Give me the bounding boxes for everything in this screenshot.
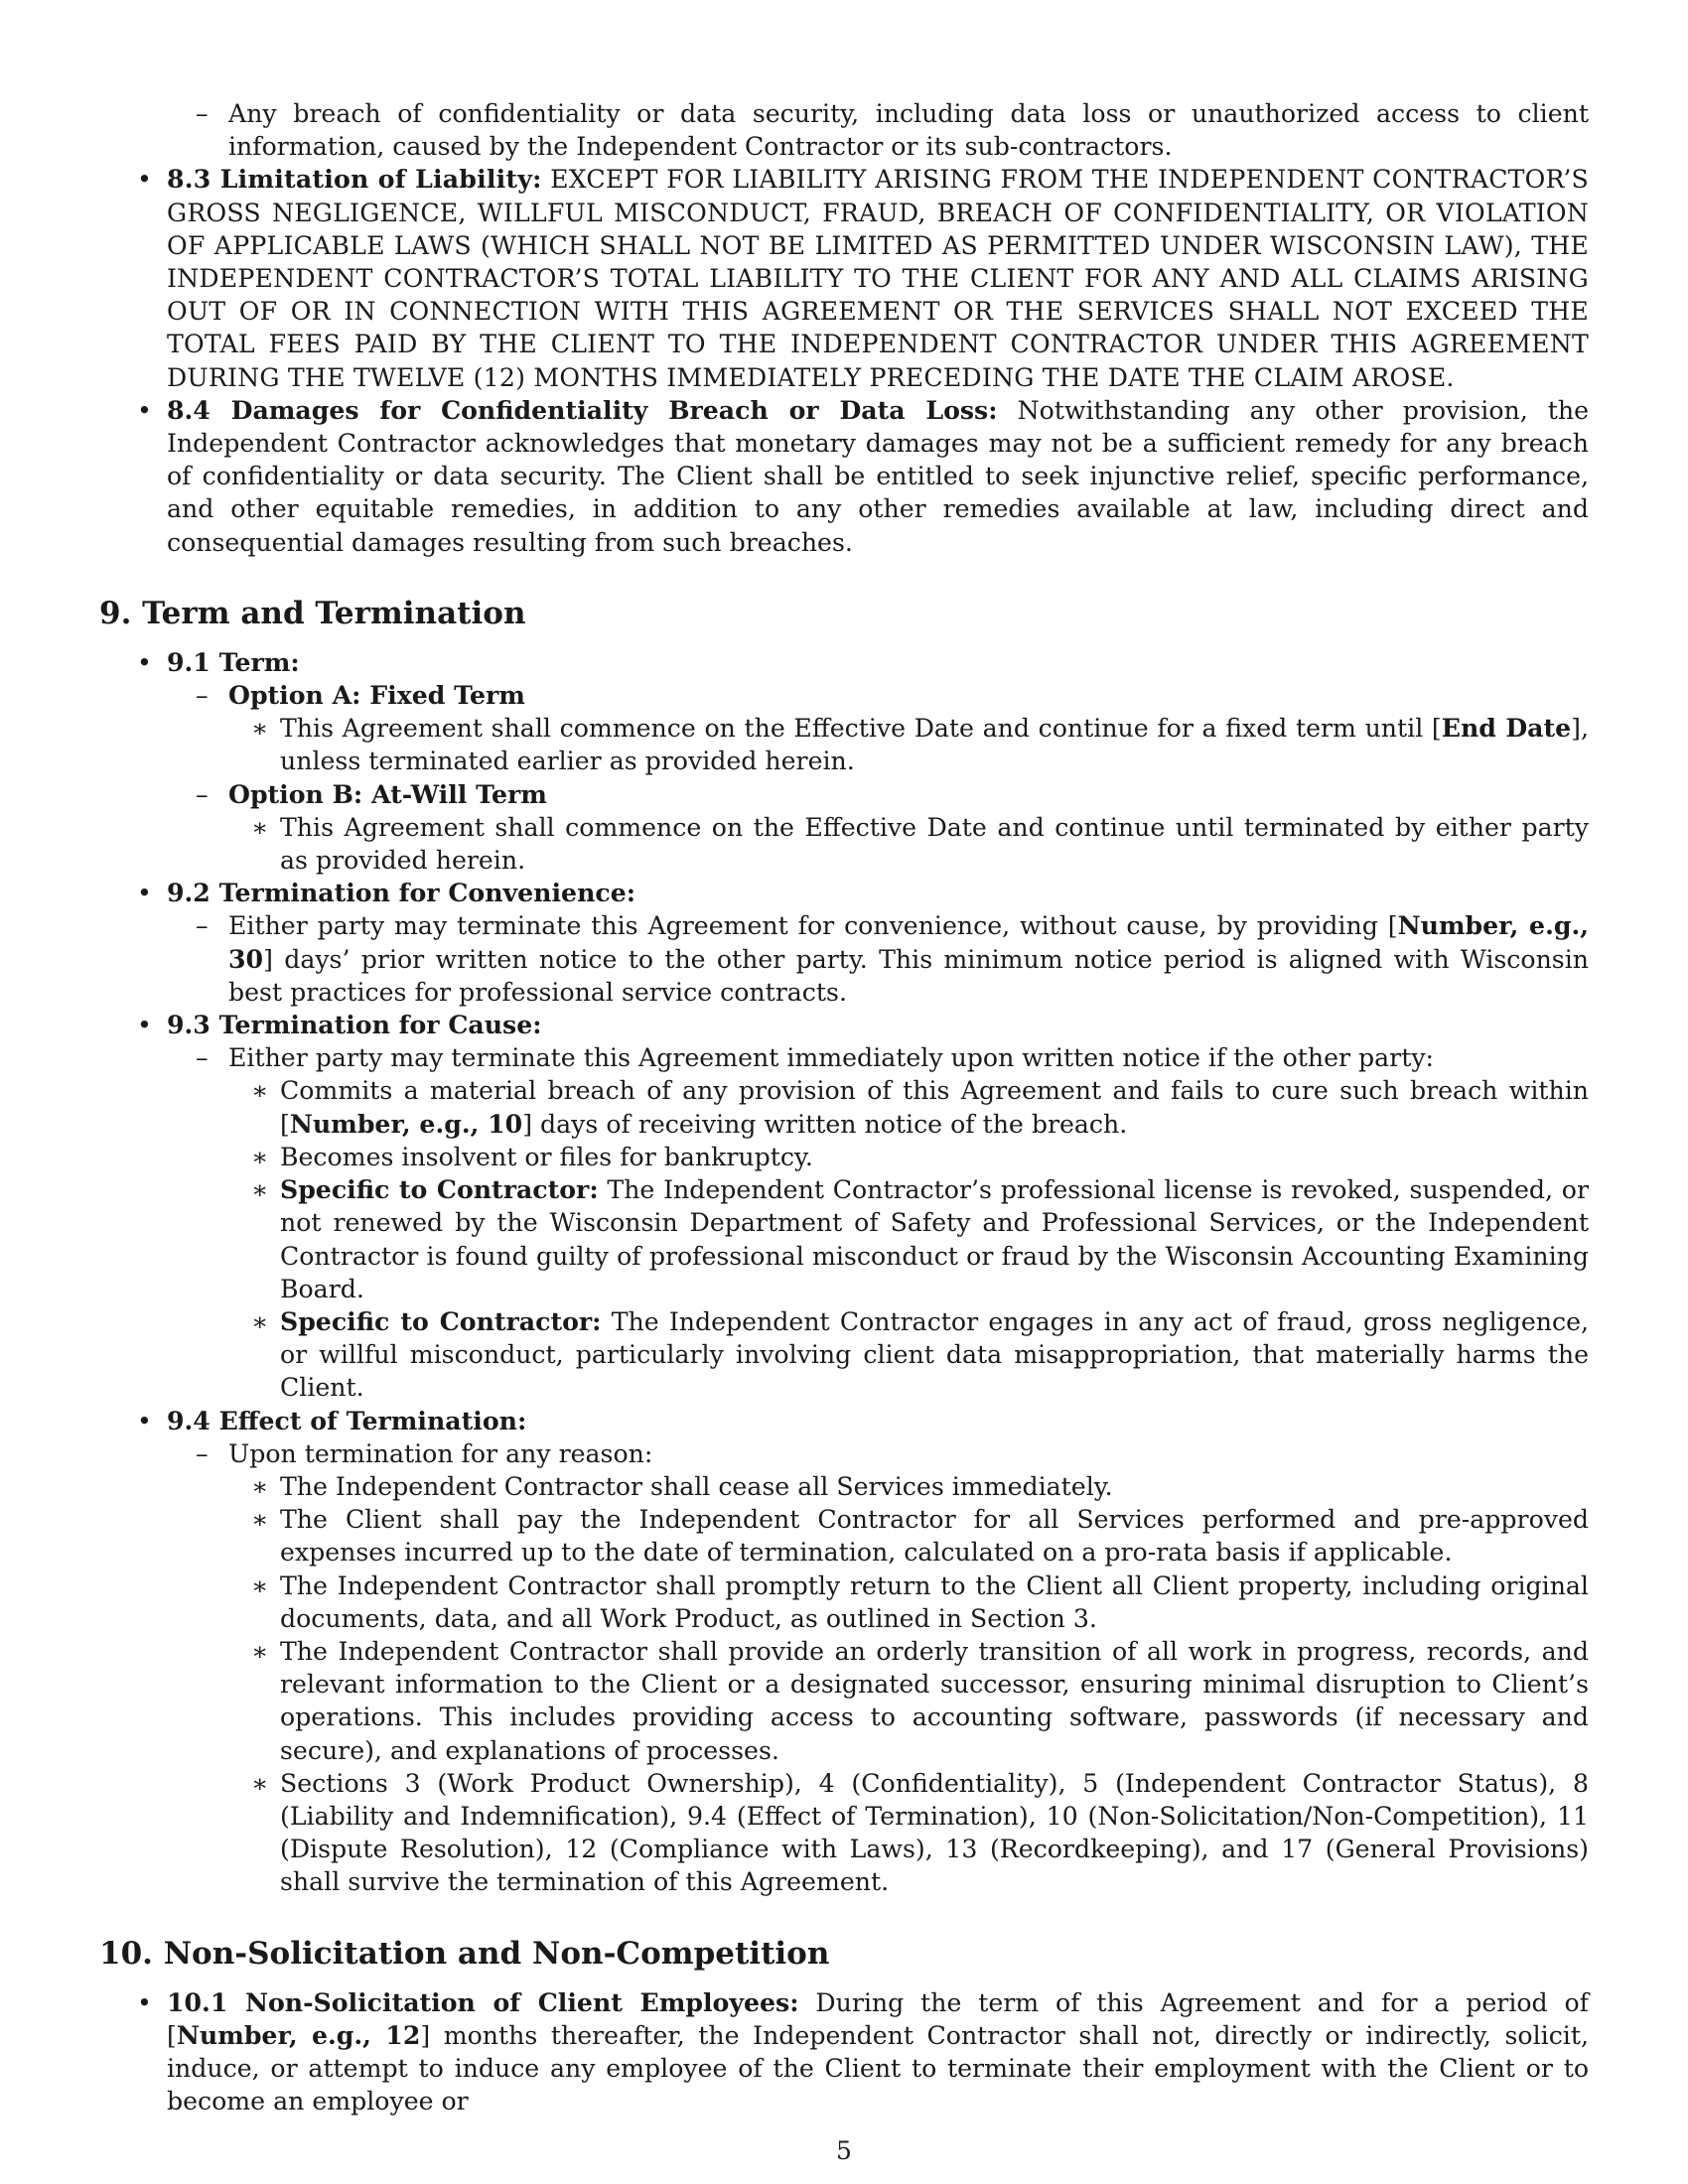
clause-label: 10.1 Non-Solicitation of Client Employees: — [167, 1986, 799, 2017]
dash-marker: – — [196, 1438, 209, 1468]
section-heading-9: 9. Term and Termination — [99, 595, 526, 631]
effect-text: The Independent Contractor shall cease all Services immediately. — [280, 1471, 1113, 1501]
bullet-marker: • — [137, 395, 152, 425]
text-span: During the term of this Agreement and for a period of [ — [167, 1987, 1590, 2050]
star-marker: ∗ — [251, 1306, 269, 1336]
effect-text: Sections 3 (Work Product Ownership), 4 (Confidentiality), 5 (Independent Contractor Status), 8 (Liability and Indemnification), 9.4 (Effect of Termination), 10 (Non-Solicitation/Non-Competition), 11 (Dispute Resolution), 12 (Compliance with Laws), 13 (Recordkeeping), and 17 (General Provisions) shall survive the termination of this Agreement. — [280, 1768, 1589, 1897]
option-label: Option B: At-Will Term — [228, 778, 547, 809]
list-item — [99, 909, 1589, 1009]
bullet-marker: • — [137, 1987, 152, 2017]
bullet-marker: • — [137, 647, 152, 677]
clause-8-4 — [99, 394, 1589, 559]
bullet-marker: • — [137, 879, 152, 908]
clause-label: 9.1 Term: — [167, 646, 300, 677]
star-marker: ∗ — [251, 1471, 269, 1501]
dash-marker: – — [196, 779, 209, 809]
clause-9-4 — [99, 1405, 1589, 1437]
clause-9-1 — [99, 646, 1589, 679]
placeholder-number: Number, e.g., 12 — [176, 2019, 421, 2050]
effect-text: The Client shall pay the Independent Contractor for all Services performed and pre-approved expenses incurred up to the date of termination, calculated on a pro-rata basis if applicable. — [280, 1505, 1589, 1568]
bullet-marker: • — [137, 1011, 152, 1040]
star-marker: ∗ — [251, 1142, 269, 1171]
cause-text: The Independent Contractor’s professional license is revoked, suspended, or not renewed by the Wisconsin Department of Safety and Professional Services, or the Independent Contractor is found guilty of professional misconduct or fraud by the Wisconsin Accounting Examining Board. — [280, 1175, 1589, 1303]
list-item — [99, 97, 1589, 163]
effect-text: The Independent Contractor shall provide an orderly transition of all work in progress, records, and relevant information to the Client or a designated successor, ensuring minimal disruption to Client’s operations. This includes providing access to accounting software, passwords (if necessary and secure), and explanations of processes. — [280, 1636, 1589, 1765]
clause-intro: Upon termination for any reason: — [228, 1438, 653, 1468]
dash-marker: – — [196, 681, 209, 711]
star-marker: ∗ — [251, 812, 269, 842]
star-marker: ∗ — [251, 714, 269, 744]
cause-label: Specific to Contractor: — [280, 1305, 602, 1336]
list-item — [99, 1041, 1589, 1074]
option-label: Option A: Fixed Term — [228, 680, 525, 711]
option-a — [99, 679, 1589, 712]
list-item — [99, 1470, 1589, 1503]
clause-label: 9.4 Effect of Termination: — [167, 1405, 527, 1435]
page-number: 5 — [836, 2136, 852, 2165]
dash-marker: – — [196, 911, 209, 941]
breach-item-text: Any breach of confidentiality or data security, including data loss or unauthorized access to client information, caused by the Independent Contractor or its sub-contractors. — [228, 99, 1589, 162]
dash-marker: – — [196, 1043, 209, 1073]
dash-marker: – — [196, 99, 209, 128]
text-span: ] months thereafter, the Independent Contractor shall not, directly or indirectly, solicit, induce, or attempt to induce any employee of the Client to terminate their employment with the Client or to become an employee or — [167, 2020, 1589, 2116]
cause-text: Becomes insolvent or files for bankruptcy. — [280, 1142, 813, 1171]
star-marker: ∗ — [251, 1768, 269, 1798]
bullet-marker: • — [137, 1406, 152, 1435]
option-b — [99, 778, 1589, 811]
option-b-text: This Agreement shall commence on the Effective Date and continue until terminated by either party as provided herein. — [280, 812, 1589, 876]
placeholder-number: Number, e.g., 30 — [228, 910, 1589, 974]
text-span: ] days’ prior written notice to the other party. This minimum notice period is aligned with Wisconsin best practices for professional service contracts. — [228, 944, 1589, 1007]
clause-9-3 — [99, 1009, 1589, 1041]
section-heading-10: 10. Non-Solicitation and Non-Competition — [99, 1935, 830, 1972]
list-item — [99, 1570, 1589, 1635]
star-marker: ∗ — [251, 1175, 269, 1205]
list-item — [99, 811, 1589, 877]
clause-label: 8.3 Limitation of Liability: — [167, 164, 542, 195]
clause-label: 8.4 Damages for Confidentiality Breach or Data Loss: — [167, 394, 998, 425]
text-span: ] days of receiving written notice of the breach. — [522, 1109, 1128, 1139]
clause-8-3 — [99, 163, 1589, 393]
clause-text: Notwithstanding any other provision, the Independent Contractor acknowledges that monetary damages may not be a sufficient remedy for any breach of confidentiality or data security. The Client shall be entitled to seek injunctive relief, specific performance, and other equitable remedies, in addition to any other remedies available at law, including direct and consequential damages resulting from such breaches. — [167, 395, 1589, 557]
list-item — [99, 1305, 1589, 1405]
list-item — [99, 1074, 1589, 1140]
text-span: Commits a material breach of any provision of this Agreement and fails to cure such breach within [ — [280, 1076, 1589, 1139]
document-page — [99, 97, 1589, 2117]
list-item — [99, 1437, 1589, 1470]
clause-10-1 — [99, 1986, 1589, 2118]
star-marker: ∗ — [251, 1570, 269, 1600]
list-item — [99, 1635, 1589, 1767]
list-item — [99, 1767, 1589, 1899]
star-marker: ∗ — [251, 1076, 269, 1106]
cause-text: The Independent Contractor engages in any act of fraud, gross negligence, or willful misconduct, particularly involving client data misappropriation, that materially harms the Client. — [280, 1306, 1590, 1403]
clause-intro: Either party may terminate this Agreement immediately upon written notice if the other party: — [228, 1043, 1435, 1073]
star-marker: ∗ — [251, 1636, 269, 1666]
bullet-marker: • — [137, 165, 152, 195]
clause-label: 9.3 Termination for Cause: — [167, 1010, 542, 1040]
list-item — [99, 1173, 1589, 1305]
text-span: This Agreement shall commence on the Effective Date and continue for a fixed term until [ — [280, 714, 1442, 744]
placeholder-end-date: End Date — [1441, 713, 1572, 744]
star-marker: ∗ — [251, 1505, 269, 1535]
text-span: ], unless terminated earlier as provided herein. — [280, 714, 1589, 776]
clause-9-2 — [99, 877, 1589, 909]
placeholder-number: Number, e.g., 10 — [289, 1108, 523, 1139]
list-item — [99, 712, 1589, 777]
clause-label: 9.2 Termination for Convenience: — [167, 878, 636, 908]
text-span: Either party may terminate this Agreement for convenience, without cause, by providing [ — [228, 911, 1398, 941]
effect-text: The Independent Contractor shall promptly return to the Client all Client property, including original documents, data, and all Work Product, as outlined in Section 3. — [280, 1570, 1589, 1633]
clause-text: EXCEPT FOR LIABILITY ARISING FROM THE INDEPENDENT CONTRACTOR’S GROSS NEGLIGENCE, WILLFUL MISCONDUCT, FRAUD, BREACH OF CONFIDENTIALITY, OR VIOLATION OF APPLICABLE LAWS (WHICH SHALL NOT BE LIMITED AS PERMITTED UNDER WISCONSIN LAW), THE INDEPENDENT CONTRACTOR’S TOTAL LIABILITY TO THE CLIENT FOR ANY AND ALL CLAIMS ARISING OUT OF OR IN CONNECTION WITH THIS AGREEMENT OR THE SERVICES SHALL NOT EXCEED THE TOTAL FEES PAID BY THE CLIENT TO THE INDEPENDENT CONTRACTOR UNDER THIS AGREEMENT DURING THE TWELVE (12) MONTHS IMMEDIATELY PRECEDING THE DATE THE CLAIM AROSE. — [167, 165, 1589, 392]
list-item — [99, 1141, 1589, 1173]
list-item — [99, 1503, 1589, 1569]
cause-label: Specific to Contractor: — [280, 1174, 599, 1205]
